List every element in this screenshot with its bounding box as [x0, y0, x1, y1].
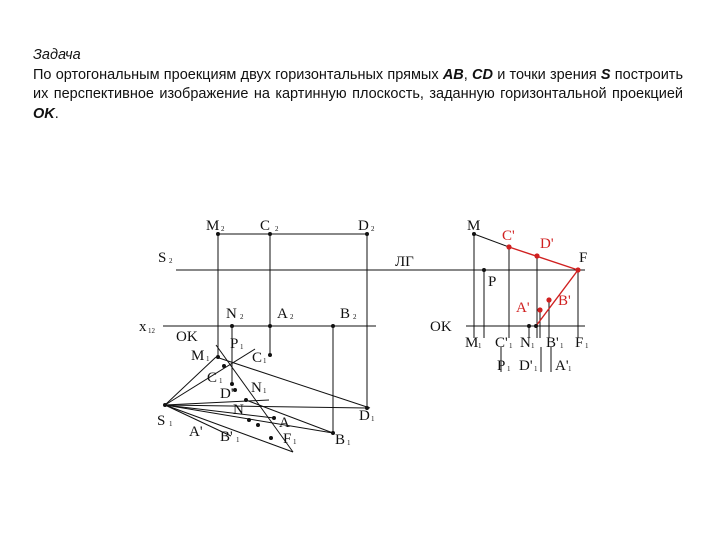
label-n2-sub: 2	[240, 313, 244, 321]
label-bn: N	[520, 335, 531, 351]
label-f1-sub: 1	[293, 438, 297, 446]
label-c1: C	[252, 350, 263, 366]
label-d1-sub: 1	[371, 415, 375, 423]
perspective-ab	[536, 270, 578, 326]
label-c2: C	[260, 218, 271, 234]
label-a1: A	[279, 415, 290, 431]
label-bd-sub: 1	[534, 365, 538, 373]
label-ba: A'	[555, 358, 569, 374]
line-cd-h	[216, 357, 370, 408]
point-s-name: S	[600, 66, 611, 83]
label-s1-sub: 1	[169, 420, 173, 428]
label-p1-sub: 1	[240, 343, 244, 351]
point-n2	[230, 324, 234, 328]
label-pa: A'	[516, 300, 530, 316]
label-pm: M	[467, 218, 481, 234]
point-c1	[268, 353, 272, 357]
label-bc: C'	[495, 335, 508, 351]
label-ba-sub: 1	[568, 365, 572, 373]
label-c1-sub: 1	[263, 357, 267, 365]
point-a2	[268, 324, 272, 328]
task-text-part: .	[54, 105, 59, 122]
label-pc: C'	[502, 228, 515, 244]
label-m2: M	[206, 218, 220, 234]
label-x: x	[139, 319, 147, 335]
task-text-part: построить их перспективное изображение на картинную плоскость, заданную горизонтальной проекцией	[33, 66, 684, 102]
label-c-trace: C	[207, 370, 218, 386]
point-persp-c	[506, 244, 511, 249]
label-bf: F	[575, 335, 584, 351]
label-bd: D'	[519, 358, 533, 374]
point-b2	[331, 324, 335, 328]
label-d-trace: D'	[220, 386, 234, 402]
point-persp-f	[575, 267, 580, 272]
label-bn-sub: 1	[531, 342, 535, 350]
task-text-part: По ортогональным проекциям двух горизонтальных прямых	[33, 66, 443, 83]
label-ok-right: OK	[430, 319, 452, 335]
line-ab-name: AB	[442, 66, 464, 83]
label-s2-sub: 2	[169, 257, 173, 265]
point-f1	[269, 436, 273, 440]
label-pb: B'	[558, 293, 571, 309]
label-m1-sub: 1	[206, 355, 210, 363]
label-p1: P	[230, 336, 239, 352]
label-n: N	[233, 402, 244, 418]
task-title: Задача	[33, 47, 81, 63]
point-persp-a	[537, 307, 542, 312]
label-f1: F	[283, 431, 292, 447]
label-bm: M	[465, 335, 479, 351]
line-cd-name: CD	[472, 66, 493, 83]
label-d1: D	[359, 408, 370, 424]
label-pp: P	[488, 274, 497, 290]
point-c-trace	[222, 364, 226, 368]
label-bb-sub: 1	[560, 342, 564, 350]
point-m1	[216, 355, 220, 359]
label-b2-sub: 2	[353, 313, 357, 321]
label-n2: N	[226, 306, 237, 322]
point-pp	[482, 268, 486, 272]
task-text-part: ,	[463, 66, 473, 83]
label-d2-sub: 2	[371, 225, 375, 233]
label-bb: B'	[546, 335, 559, 351]
point-a-trace	[247, 418, 251, 422]
label-m1: M	[191, 348, 205, 364]
label-n1: N	[251, 380, 262, 396]
label-pf: F	[579, 250, 588, 266]
point-s1	[163, 403, 167, 407]
label-lg: ЛГ	[395, 254, 414, 270]
point-pn	[527, 324, 531, 328]
label-bf-sub: 1	[585, 342, 589, 350]
label-b-trace-sub: 1	[236, 436, 240, 444]
label-x-sub: 12	[148, 327, 155, 335]
label-bm-sub: 1	[478, 342, 482, 350]
point-d-trace	[233, 388, 237, 392]
label-d2: D	[358, 218, 369, 234]
label-b-trace: B'	[220, 429, 233, 445]
label-a2-sub: 2	[290, 313, 294, 321]
label-s1: S	[157, 413, 166, 429]
label-bc-sub: 1	[509, 342, 513, 350]
label-pd: D'	[540, 236, 554, 252]
label-a2: A	[277, 306, 288, 322]
point-b-trace	[256, 423, 260, 427]
plane-ok-name: OK	[33, 105, 55, 122]
label-b2: B	[340, 306, 351, 322]
point-n	[244, 398, 248, 402]
point-persp-d	[534, 253, 539, 258]
label-b1: B	[335, 432, 346, 448]
point-a1	[272, 416, 276, 420]
label-c-trace-sub: 1	[219, 377, 223, 385]
label-bp: P	[497, 358, 506, 374]
task-text-part: и точки зрения	[492, 66, 601, 83]
label-c2-sub: 2	[275, 225, 279, 233]
label-m2-sub: 2	[221, 225, 225, 233]
label-ok-left: OK	[176, 329, 198, 345]
label-a-trace: A'	[189, 424, 203, 440]
label-n1-sub: 1	[263, 387, 267, 395]
label-b1-sub: 1	[347, 439, 351, 447]
label-s2: S	[158, 250, 167, 266]
point-persp-b	[546, 297, 551, 302]
point-pn-b	[534, 324, 538, 328]
label-bp-sub: 1	[507, 365, 511, 373]
